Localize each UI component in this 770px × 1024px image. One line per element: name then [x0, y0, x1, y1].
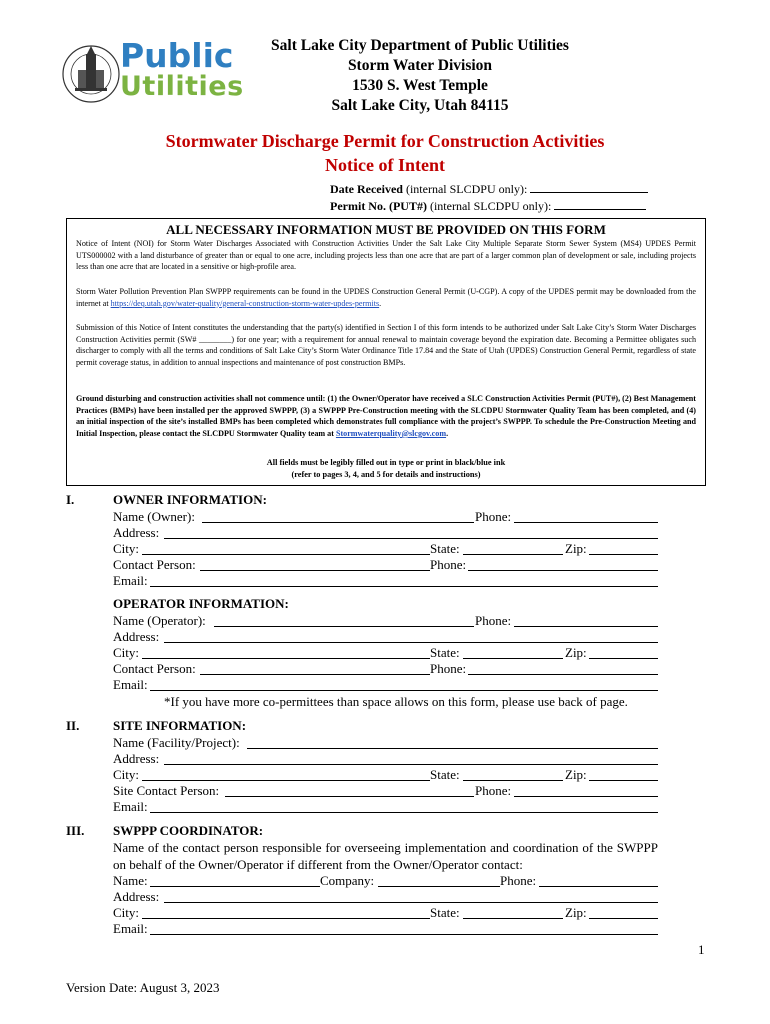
operator-zip-label: Zip: [565, 645, 587, 660]
form-title: Stormwater Discharge Permit for Construction Activities [165, 131, 605, 151]
site-address-field[interactable] [164, 751, 658, 765]
site-contact-row [113, 783, 658, 799]
ground-disturbing-text: Ground disturbing and construction activities shall not commence until: (1) the Owner/Operator have received a SLC Construction Activities Permit (PUT#), (2) Best Management Practices (BMPs) have been installed per the approved SWPPP, (3) a SWPPP Pre-Construction meeting with the SLCDPU Stormwater Quality Team has been completed, and (4) an initial inspection of the site’s installed BMPs has been completed which demonstrates full compliance with the project’s SWPPP. To schedule the Pre-Construction Meeting and Initial Inspection, please contact the SLCDPU Stormwater Quality team at [76, 394, 696, 438]
copermittee-note: *If you have more co-permittees than space allows on this form, please use back of page. [164, 694, 628, 709]
page-reference-note: (refer to pages 3, 4, and 5 for details and instructions) [291, 470, 481, 479]
page-number: 1 [698, 942, 705, 957]
coordinator-address-row [113, 889, 658, 905]
section-1-number: I. [66, 492, 75, 507]
site-zip-label: Zip: [565, 767, 587, 782]
submission-text-end: ) for one year; with a requirement for annual renewal to maintain coverage beyond the expiration date. Becoming a Permittee obligates such discharger to comply with all the terms and conditions of Salt Lake City’s Storm Water Ordinance Title 17.84 and the State of Utah (UPDES) Construction General Permit, regardless of state permit coverage status, in addition to annual inspections and maintenance of post construction BMPs. [76, 334, 696, 367]
owner-address-row [113, 525, 658, 541]
owner-zip-label: Zip: [565, 541, 587, 556]
swppp-paragraph [76, 286, 696, 309]
org-name: Salt Lake City Department of Public Utilities [271, 37, 569, 54]
coordinator-email-row [113, 921, 658, 937]
date-received-field[interactable] [530, 180, 648, 193]
owner-phone-label: Phone: [475, 509, 512, 524]
owner-email-label: Email: [113, 573, 148, 588]
coordinator-city-field[interactable] [142, 905, 430, 919]
site-name-field[interactable] [247, 735, 658, 749]
operator-phone-field[interactable] [514, 613, 658, 627]
coordinator-name-label: Name: [113, 873, 148, 888]
owner-info-title: OWNER INFORMATION: [113, 492, 267, 507]
site-email-field[interactable] [150, 799, 658, 813]
noi-paragraph: Notice of Intent (NOI) for Storm Water Discharges Associated with Construction Activities Under the Salt Lake City Multiple Separate Storm Sewer System (MS4) UPDES Permit UTS000002 with a land disturbance of greater than or equal to one acre, including projects less than one acre that are part of a larger common plan of development or sale, including projects less than one acre that are located in a sensitive or high-profile area. [76, 239, 696, 272]
owner-state-label: State: [430, 541, 460, 556]
operator-city-field[interactable] [142, 645, 430, 659]
section-3-number: III. [66, 823, 85, 838]
section-2-number: II. [66, 718, 80, 733]
form-subtitle: Notice of Intent [325, 155, 445, 175]
operator-email-row [113, 677, 658, 693]
owner-contact-field[interactable] [200, 557, 430, 571]
owner-city-field[interactable] [142, 541, 430, 555]
operator-contact-row [113, 661, 658, 677]
site-address-label: Address: [113, 751, 160, 766]
coordinator-company-label: Company: [320, 873, 375, 888]
updes-permit-link[interactable]: https://deq.utah.gov/water-quality/general-construction-storm-water-updes-permits [110, 298, 380, 308]
city-seal-icon [60, 40, 122, 108]
operator-phone-label: Phone: [475, 613, 512, 628]
fill-instructions: All fields must be legibly filled out in type or print in black/blue ink [266, 458, 506, 467]
swppp-coordinator-title: SWPPP COORDINATOR: [113, 823, 264, 838]
owner-city-label: City: [113, 541, 140, 556]
site-city-label: City: [113, 767, 140, 782]
operator-state-label: State: [430, 645, 460, 660]
date-received-label: Date Received [330, 182, 403, 196]
coordinator-address-label: Address: [113, 889, 160, 904]
swppp-coordinator-desc: Name of the contact person responsible for overseeing implementation and coordination of the SWPPP on behalf of the Owner/Operator if different from the Owner/Operator contact: [113, 840, 658, 872]
submission-text: Submission of this Notice of Intent constitutes the understanding that the party(s) identified in Section I of this form intends to be authorized under Salt Lake City’s Storm Water Discharges Construction Activities permit (SW# [76, 323, 696, 344]
site-state-field[interactable] [463, 767, 563, 781]
coordinator-city-label: City: [113, 905, 140, 920]
owner-city-row [113, 541, 658, 557]
operator-state-field[interactable] [463, 645, 563, 659]
operator-email-label: Email: [113, 677, 148, 692]
city-address: Salt Lake City, Utah 84115 [331, 97, 509, 114]
owner-address-label: Address: [113, 525, 160, 540]
operator-name-label: Name (Operator): [113, 613, 206, 628]
ground-disturbing-paragraph [76, 393, 696, 439]
coordinator-name-row [113, 873, 658, 889]
owner-contact-row [113, 557, 658, 573]
site-address-row [113, 751, 658, 767]
coordinator-name-field[interactable] [150, 873, 320, 887]
date-received-note: (internal SLCDPU only): [405, 182, 528, 196]
date-received-row [330, 180, 648, 197]
coordinator-zip-label: Zip: [565, 905, 587, 920]
owner-name-label: Name (Owner): [113, 509, 195, 524]
operator-contact-field[interactable] [200, 661, 430, 675]
coordinator-state-label: State: [430, 905, 460, 920]
box-title: ALL NECESSARY INFORMATION MUST BE PROVIDED ON THIS FORM [166, 222, 606, 237]
coordinator-address-field[interactable] [164, 889, 658, 903]
coordinator-company-field[interactable] [378, 873, 500, 887]
site-phone-field[interactable] [514, 783, 658, 797]
owner-contact-phone-field[interactable] [468, 557, 658, 571]
operator-address-row [113, 629, 658, 645]
operator-city-row [113, 645, 658, 661]
owner-email-row [113, 573, 658, 589]
operator-city-label: City: [113, 645, 140, 660]
submission-paragraph [76, 322, 696, 368]
public-utilities-logo [60, 36, 244, 110]
sw-number-blank: ________ [198, 334, 232, 344]
info-box [66, 218, 706, 486]
site-city-field[interactable] [142, 767, 430, 781]
operator-contact-phone-field[interactable] [468, 661, 658, 675]
site-email-row [113, 799, 658, 815]
operator-contact-label: Contact Person: [113, 661, 196, 676]
owner-email-field[interactable] [150, 573, 658, 587]
operator-name-field[interactable] [214, 613, 474, 627]
owner-name-row [113, 509, 658, 525]
permit-no-row [330, 197, 646, 214]
owner-contact-phone-label: Phone: [430, 557, 467, 572]
permit-no-note: (internal SLCDPU only): [429, 199, 552, 213]
owner-name-field[interactable] [202, 509, 474, 523]
operator-address-label: Address: [113, 629, 160, 644]
coordinator-phone-field[interactable] [539, 873, 658, 887]
division-name: Storm Water Division [347, 57, 493, 74]
swppp-text-end: . [379, 298, 382, 308]
coordinator-zip-field[interactable] [589, 905, 658, 919]
owner-phone-field[interactable] [514, 509, 658, 523]
site-name-row [113, 735, 658, 751]
site-info-title: SITE INFORMATION: [113, 718, 247, 733]
coordinator-phone-label: Phone: [500, 873, 537, 888]
coordinator-city-row [113, 905, 658, 921]
coordinator-email-label: Email: [113, 921, 148, 936]
site-name-label: Name (Facility/Project): [113, 735, 240, 750]
logo-utilities-text: Utilities [120, 71, 244, 102]
site-contact-field[interactable] [225, 783, 474, 797]
site-zip-field[interactable] [589, 767, 658, 781]
coordinator-state-field[interactable] [463, 905, 563, 919]
owner-zip-field[interactable] [589, 541, 658, 555]
operator-email-field[interactable] [150, 677, 658, 691]
site-state-label: State: [430, 767, 460, 782]
version-date: Version Date: August 3, 2023 [66, 980, 220, 995]
site-city-row [113, 767, 658, 783]
operator-name-row [113, 613, 658, 629]
swppp-text: Storm Water Pollution Prevention Plan SWPPP requirements can be found in the UPDES Construction General Permit (U-CGP). A copy of the UPDES permit may be downloaded from the internet at [76, 287, 696, 308]
permit-no-label: Permit No. (PUT#) [330, 199, 427, 213]
operator-zip-field[interactable] [589, 645, 658, 659]
operator-contact-phone-label: Phone: [430, 661, 467, 676]
operator-address-field[interactable] [164, 629, 658, 643]
site-contact-label: Site Contact Person: [113, 783, 220, 798]
operator-info-title: OPERATOR INFORMATION: [113, 596, 289, 611]
logo-public-text: Public [120, 36, 234, 75]
owner-state-field[interactable] [463, 541, 563, 555]
stormwater-email-link[interactable]: Stormwaterquality@slcgov.com [335, 428, 447, 438]
owner-address-field[interactable] [164, 525, 658, 539]
site-email-label: Email: [113, 799, 148, 814]
ground-disturbing-text-end: . [446, 428, 449, 438]
coordinator-email-field[interactable] [150, 921, 658, 935]
permit-no-field[interactable] [554, 197, 646, 210]
street-address: 1530 S. West Temple [352, 77, 488, 94]
site-phone-label: Phone: [475, 783, 512, 798]
owner-contact-label: Contact Person: [113, 557, 196, 572]
